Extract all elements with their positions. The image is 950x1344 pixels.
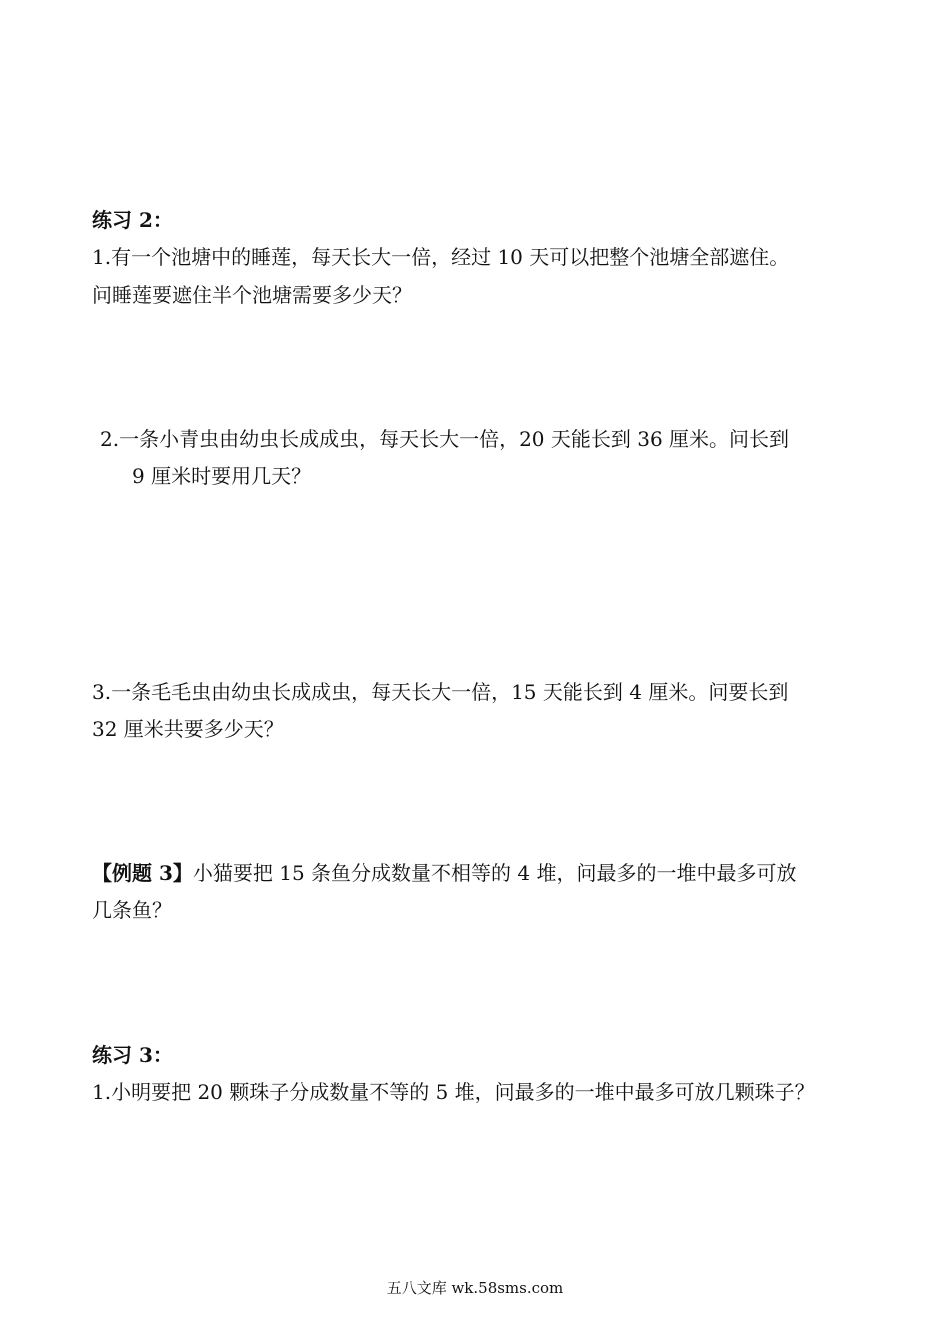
- practice-2-q1-line2: 问睡莲要遮住半个池塘需要多少天？: [92, 283, 412, 307]
- example-3-label: 【例题 3】: [92, 861, 193, 885]
- practice-2-q3-line1: 3.一条毛毛虫由幼虫长成成虫，每天长大一倍，15 天能长到 4 厘米。问要长到: [92, 680, 789, 704]
- example-3-text: 小猫要把 15 条鱼分成数量不相等的 4 堆，问最多的一堆中最多可放: [192, 861, 797, 885]
- practice-2-q3-line2: 32 厘米共要多少天？: [92, 717, 284, 741]
- footer-watermark: 五八文库 wk.58sms.com: [386, 1279, 564, 1297]
- practice-2-q1-line1: 1.有一个池塘中的睡莲，每天长大一倍，经过 10 天可以把整个池塘全部遮住。: [92, 245, 790, 269]
- example-3-line2: 几条鱼？: [92, 898, 172, 922]
- practice-2-heading: 练习 2：: [92, 208, 173, 232]
- practice-2-q2-line1: 2.一条小青虫由幼虫长成成虫，每天长大一倍，20 天能长到 36 厘米。问长到: [100, 427, 790, 451]
- practice-2-q2-line2: 9 厘米时要用几天？: [132, 464, 312, 488]
- practice-3-heading: 练习 3：: [92, 1043, 173, 1067]
- example-3-line1: [92, 859, 797, 887]
- practice-3-q1-line1: 1.小明要把 20 颗珠子分成数量不等的 5 堆，问最多的一堆中最多可放几颗珠子？: [92, 1080, 815, 1104]
